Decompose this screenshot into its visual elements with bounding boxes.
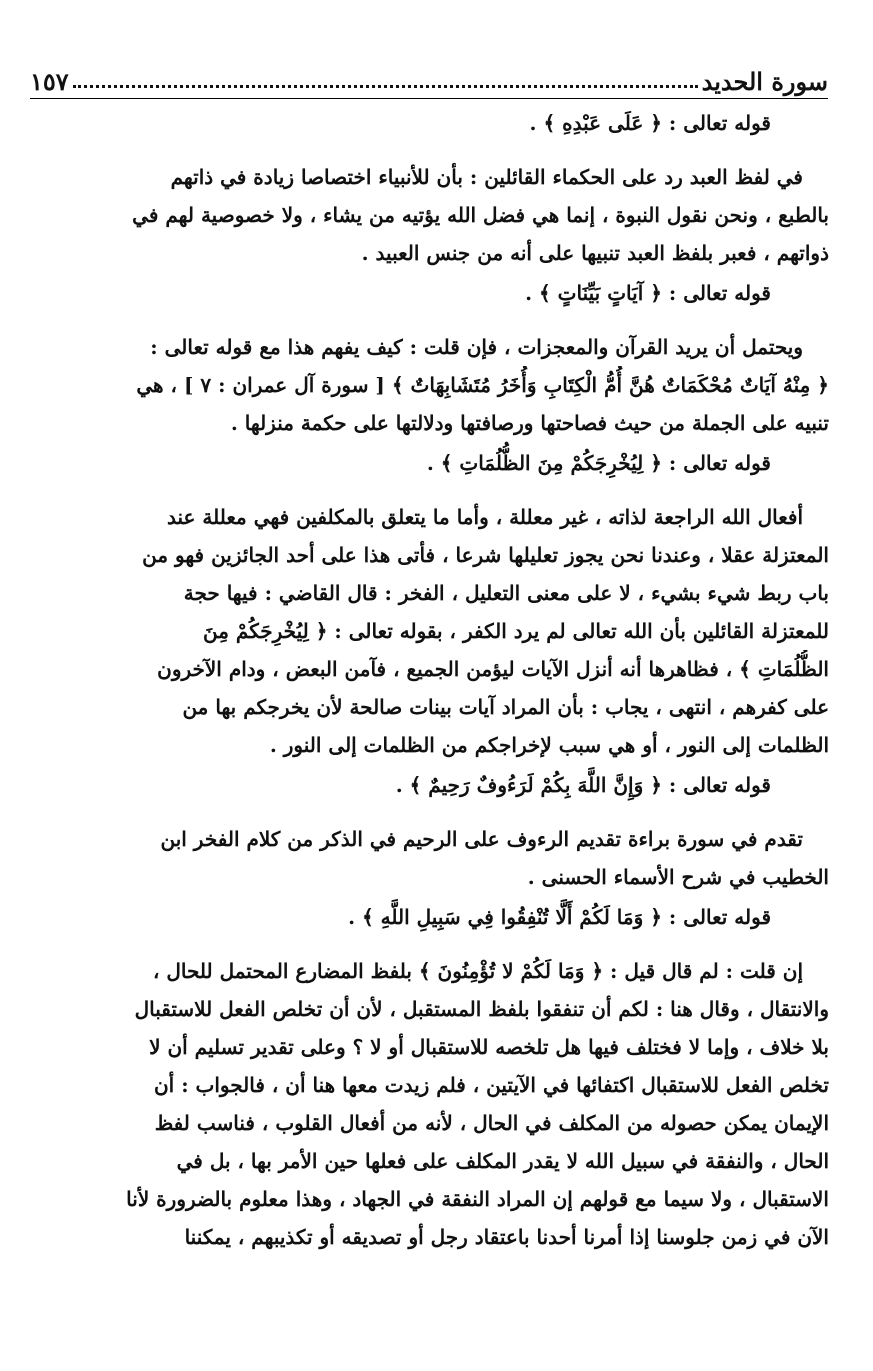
commentary-paragraph	[24, 328, 829, 442]
text-line: ﴿ مِنْهُ آيَاتٌ مُحْكَمَاتٌ هُنَّ أُمُّ الْكِتَابِ وَأُخَرُ مُتَشَابِهَاتٌ ﴾ [ سورة آل عمران : ٧ ] ، هي	[136, 373, 829, 397]
text-line: تنبيه على الجملة من حيث فصاحتها ورصافتها ودلالتها على حكمة منزلها .	[230, 411, 829, 435]
text-line: بلا خلاف ، وإما لا فختلف فيها هل تلخصه للاستقبال أو لا ؟ وعلى تقدير تسليم أن لا	[149, 1035, 829, 1059]
text-line: بالطبع ، ونحن نقول النبوة ، إنما هي فضل الله يؤتيه من يشاء ، ولا خصوصية لهم في	[132, 203, 829, 227]
text-line: ويحتمل أن يريد القرآن والمعجزات ، فإن قلت : كيف يفهم هذا مع قوله تعالى :	[150, 335, 803, 359]
page-body	[24, 102, 829, 1256]
text-line: باب ربط شيء بشيء ، لا على معنى التعليل ، الفخر : قال القاضي : فيها حجة	[183, 581, 829, 605]
surah-title: سورة الحديد	[701, 67, 828, 96]
commentary-paragraph	[24, 158, 829, 272]
text-line: المعتزلة عقلا ، وعندنا نحن يجوز تعليلها شرعا ، فأتى هذا على أحد الجائزين فهو من	[142, 543, 829, 567]
commentary-paragraph	[24, 820, 829, 896]
header-dot-leader	[73, 85, 698, 88]
text-line: الإيمان يمكن حصوله من المكلف في الحال ، لأنه من أفعال القلوب ، فناسب لفظ	[154, 1111, 829, 1135]
text-line: أفعال الله الراجعة لذاته ، غير معللة ، وأما ما يتعلق بالمكلفين فهي معللة عند	[166, 505, 803, 529]
text-line: الظُّلُمَاتِ ﴾ ، فظاهرها أنه أنزل الآيات ليؤمن الجميع ، فآمن البعض ، ودام الآخرون	[157, 657, 829, 681]
text-line: في لفظ العبد رد على الحكماء القائلين : بأن للأنبياء اختصاصا زيادة في ذاتهم	[170, 165, 803, 189]
commentary-paragraph	[24, 952, 829, 1256]
verse-heading: قوله تعالى : ﴿ آيَاتٍ بَيِّنَاتٍ ﴾ .	[525, 281, 771, 305]
header-rule	[30, 98, 828, 99]
text-line: الاستقبال ، ولا سيما مع قولهم إن المراد النفقة في الجهاد ، وهذا معلوم بالضرورة لأنا	[126, 1187, 829, 1211]
text-line: تخلص الفعل للاستقبال اكتفائها في الآيتين ، فلم زيدت معها هنا أن ، فالجواب : أن	[153, 1073, 829, 1097]
text-line: والانتقال ، وقال هنا : لكم أن تنفقوا بلفظ المستقبل ، لأن أن تخلص الفعل للاستقبال	[134, 997, 829, 1021]
verse-heading: قوله تعالى : ﴿ عَلَى عَبْدِهِ ﴾ .	[529, 111, 771, 135]
text-line: على كفرهم ، انتهى ، يجاب : بأن المراد آيات بينات صالحة لأن يخرجكم بها من	[182, 695, 829, 719]
running-header	[30, 60, 828, 96]
text-line: الحال ، والنفقة في سبيل الله لا يقدر المكلف على فعلها حين الأمر بها ، بل في	[176, 1149, 829, 1173]
verse-heading: قوله تعالى : ﴿ وَمَا لَكُمْ أَلَّا تُنْفِقُوا فِي سَبِيلِ اللَّهِ ﴾ .	[348, 905, 771, 929]
text-line: الظلمات إلى النور ، أو هي سبب لإخراجكم من الظلمات إلى النور .	[269, 733, 829, 757]
commentary-paragraph	[24, 498, 829, 764]
text-line: للمعتزلة القائلين بأن الله تعالى لم يرد الكفر ، بقوله تعالى : ﴿ لِيُخْرِجَكُمْ مِنَ	[203, 619, 829, 643]
page-number: ١٥٧	[30, 67, 69, 96]
text-line: الآن في زمن جلوسنا إذا أمرنا أحدنا باعتقاد رجل أو تصديقه أو تكذيبهم ، يمكننا	[184, 1225, 829, 1249]
verse-heading: قوله تعالى : ﴿ لِيُخْرِجَكُمْ مِنَ الظُّلُمَاتِ ﴾ .	[426, 451, 771, 475]
text-line: الخطيب في شرح الأسماء الحسنى .	[527, 865, 829, 889]
verse-heading: قوله تعالى : ﴿ وَإِنَّ اللَّهَ بِكُمْ لَرَءُوفٌ رَحِيمٌ ﴾ .	[395, 773, 771, 797]
text-line: ذواتهم ، فعبر بلفظ العبد تنبيها على أنه من جنس العبيد .	[361, 241, 829, 265]
text-line: تقدم في سورة براءة تقديم الرءوف على الرحيم في الذكر من كلام الفخر ابن	[160, 827, 803, 851]
text-line: إن قلت : لم قال قيل : ﴿ وَمَا لَكُمْ لا تُؤْمِنُونَ ﴾ بلفظ المضارع المحتمل للحال ،	[152, 959, 803, 983]
